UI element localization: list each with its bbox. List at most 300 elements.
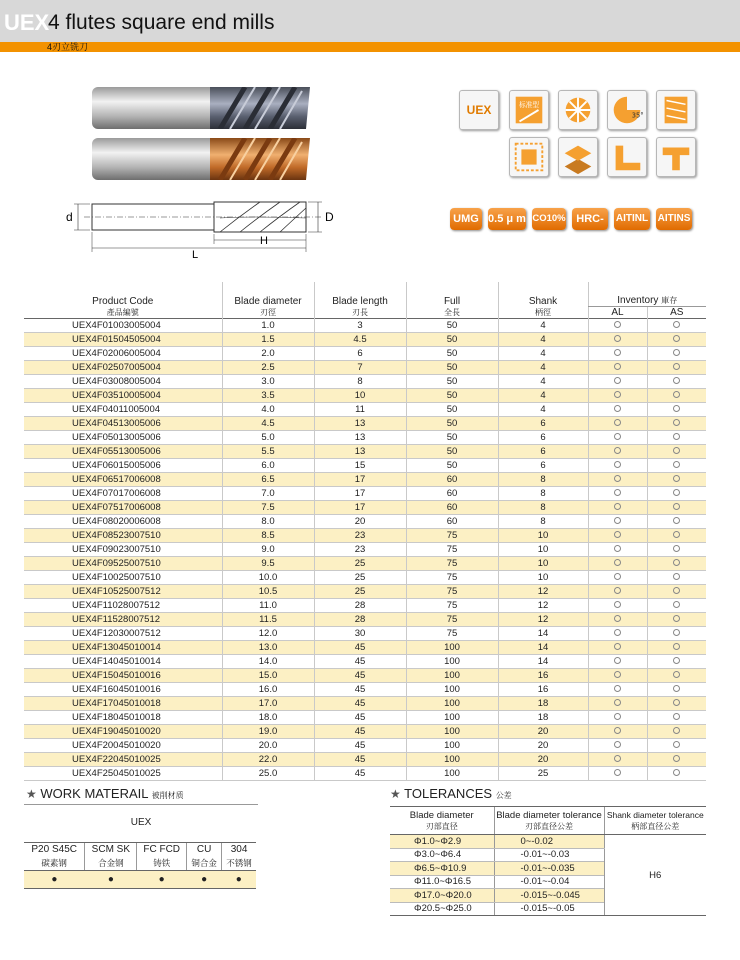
inventory-al-mark <box>588 360 647 374</box>
product-code: UEX4F07517006008 <box>72 501 161 513</box>
full-length: 50 <box>406 416 498 430</box>
tolerance-table <box>390 806 706 916</box>
shank-diameter: 12 <box>498 612 588 626</box>
full-length: 100 <box>406 766 498 780</box>
blade-length: 11 <box>314 402 406 416</box>
blade-diameter: 16.0 <box>222 682 314 696</box>
table-row <box>24 472 706 486</box>
stock-circle-icon <box>614 769 621 776</box>
blade-length: 25 <box>314 556 406 570</box>
stock-circle-icon <box>614 685 621 692</box>
product-code: UEX4F01003005004 <box>72 319 161 331</box>
inventory-as-mark <box>647 654 706 668</box>
stock-circle-icon <box>673 643 680 650</box>
shank-diameter: 18 <box>498 696 588 710</box>
col-shank: Shank 柄徑 <box>498 282 588 318</box>
slotting-icon <box>558 137 598 177</box>
product-code: UEX4F06015005006 <box>72 459 161 471</box>
full-length: 50 <box>406 402 498 416</box>
blade-diameter: 3.0 <box>222 374 314 388</box>
square-end-icon <box>656 90 696 130</box>
tolerance-value: -0.01~-0.03 <box>494 848 604 862</box>
table-row <box>24 402 706 416</box>
inventory-al-mark <box>588 374 647 388</box>
full-length: 75 <box>406 570 498 584</box>
inventory-al-mark <box>588 556 647 570</box>
blade-length: 13 <box>314 416 406 430</box>
product-code: UEX4F05513005006 <box>72 445 161 457</box>
product-code: UEX4F16045010016 <box>72 683 161 695</box>
table-row <box>24 542 706 556</box>
suitability-mark: ● <box>187 871 222 889</box>
blade-diameter: 12.0 <box>222 626 314 640</box>
stock-circle-icon <box>614 531 621 538</box>
blade-length: 20 <box>314 514 406 528</box>
tol-col-blade-diameter: Blade diameter 刃部直径 <box>390 807 494 835</box>
full-length: 50 <box>406 360 498 374</box>
stock-circle-icon <box>614 713 621 720</box>
stock-circle-icon <box>614 671 621 678</box>
inventory-as-mark <box>647 584 706 598</box>
table-row <box>24 332 706 346</box>
stock-circle-icon <box>614 475 621 482</box>
table-row <box>24 752 706 766</box>
blade-length: 15 <box>314 458 406 472</box>
stock-circle-icon <box>614 727 621 734</box>
inventory-al-mark <box>588 514 647 528</box>
blade-diameter: 4.0 <box>222 402 314 416</box>
inventory-as-mark <box>647 318 706 332</box>
shank-diameter: 10 <box>498 556 588 570</box>
full-length: 75 <box>406 556 498 570</box>
blade-diameter: 17.0 <box>222 696 314 710</box>
shank-diameter: 4 <box>498 346 588 360</box>
inventory-as-mark <box>647 360 706 374</box>
shank-diameter: 16 <box>498 682 588 696</box>
stock-circle-icon <box>673 685 680 692</box>
badge-grain: 0.5 μ m <box>488 208 526 230</box>
blade-length: 45 <box>314 752 406 766</box>
inventory-as-mark <box>647 514 706 528</box>
t-slot-icon <box>656 137 696 177</box>
four-flute-icon <box>558 90 598 130</box>
blade-diameter: 1.0 <box>222 318 314 332</box>
full-length: 50 <box>406 388 498 402</box>
blade-diameter: 8.0 <box>222 514 314 528</box>
suitability-mark: ● <box>85 871 137 889</box>
full-length: 100 <box>406 710 498 724</box>
product-code: UEX4F14045010014 <box>72 655 161 667</box>
inventory-as-mark <box>647 528 706 542</box>
blade-diameter: 7.5 <box>222 500 314 514</box>
shank-diameter: 18 <box>498 710 588 724</box>
full-length: 75 <box>406 598 498 612</box>
blade-length: 23 <box>314 542 406 556</box>
shank-diameter: 10 <box>498 542 588 556</box>
inventory-al-mark <box>588 766 647 780</box>
stock-circle-icon <box>614 349 621 356</box>
stock-circle-icon <box>673 461 680 468</box>
product-code: UEX4F10025007510 <box>72 571 161 583</box>
full-length: 100 <box>406 752 498 766</box>
blade-length: 17 <box>314 486 406 500</box>
inventory-al-mark <box>588 598 647 612</box>
product-code: UEX4F06517006008 <box>72 473 161 485</box>
full-length: 50 <box>406 458 498 472</box>
tolerance-diameter-range: Φ6.5~Φ10.9 <box>390 862 494 876</box>
standard-type-icon <box>509 90 549 130</box>
inventory-as-mark <box>647 458 706 472</box>
blade-length: 7 <box>314 360 406 374</box>
table-row <box>24 556 706 570</box>
stock-circle-icon <box>673 601 680 608</box>
inventory-as-mark <box>647 486 706 500</box>
inventory-al-mark <box>588 332 647 346</box>
full-length: 50 <box>406 374 498 388</box>
blade-diameter: 5.0 <box>222 430 314 444</box>
blade-diameter: 15.0 <box>222 668 314 682</box>
table-row <box>24 458 706 472</box>
product-code: UEX4F09023007510 <box>72 543 161 555</box>
full-length: 50 <box>406 346 498 360</box>
inventory-al-mark <box>588 626 647 640</box>
full-length: 60 <box>406 514 498 528</box>
inventory-as-mark <box>647 598 706 612</box>
blade-length: 45 <box>314 710 406 724</box>
tolerance-diameter-range: Φ17.0~Φ20.0 <box>390 889 494 903</box>
table-row <box>24 360 706 374</box>
inventory-al-mark <box>588 472 647 486</box>
inventory-as-mark <box>647 430 706 444</box>
inventory-al-mark <box>588 346 647 360</box>
accent-bar <box>0 42 740 52</box>
badge-aitins: AITINS <box>656 208 692 230</box>
work-material-group: UEX <box>130 817 152 828</box>
table-row <box>24 430 706 444</box>
work-material-table <box>24 842 256 889</box>
full-length: 100 <box>406 668 498 682</box>
full-length: 100 <box>406 654 498 668</box>
stock-circle-icon <box>673 587 680 594</box>
full-length: 60 <box>406 486 498 500</box>
dimension-drawing <box>60 198 350 260</box>
tolerance-row <box>390 835 706 849</box>
full-length: 100 <box>406 738 498 752</box>
blade-length: 45 <box>314 682 406 696</box>
product-code: UEX4F15045010016 <box>72 669 161 681</box>
blade-length: 45 <box>314 738 406 752</box>
dim-L-label: L <box>192 249 199 260</box>
inventory-as-mark <box>647 500 706 514</box>
material-scm: SCM SK <box>85 843 137 857</box>
table-row <box>24 570 706 584</box>
product-code: UEX4F04513005006 <box>72 417 161 429</box>
inventory-as-mark <box>647 374 706 388</box>
full-length: 75 <box>406 528 498 542</box>
svg-text:标准型: 标准型 <box>519 101 539 110</box>
stock-circle-icon <box>673 531 680 538</box>
material-304: 304 <box>222 843 256 857</box>
full-length: 75 <box>406 584 498 598</box>
shank-diameter: 4 <box>498 332 588 346</box>
table-row <box>24 710 706 724</box>
stock-circle-icon <box>614 363 621 370</box>
inventory-as-mark <box>647 738 706 752</box>
table-row <box>24 626 706 640</box>
shank-diameter: 4 <box>498 388 588 402</box>
inventory-al-mark <box>588 388 647 402</box>
inventory-as-mark <box>647 640 706 654</box>
table-row <box>24 598 706 612</box>
product-code: UEX4F02507005004 <box>72 361 161 373</box>
blade-diameter: 8.5 <box>222 528 314 542</box>
inventory-as-mark <box>647 472 706 486</box>
inventory-al-mark <box>588 458 647 472</box>
shank-diameter: 6 <box>498 444 588 458</box>
full-length: 50 <box>406 430 498 444</box>
divider <box>24 804 258 805</box>
table-row <box>24 416 706 430</box>
inventory-as-mark <box>647 346 706 360</box>
stock-circle-icon <box>673 335 680 342</box>
product-table <box>24 282 706 781</box>
full-length: 75 <box>406 612 498 626</box>
inventory-as-mark <box>647 682 706 696</box>
inventory-al-mark <box>588 444 647 458</box>
tolerance-value: 0~-0.02 <box>494 835 604 849</box>
inventory-as-mark <box>647 416 706 430</box>
dim-H-label: H <box>260 235 268 247</box>
stock-circle-icon <box>614 559 621 566</box>
stock-circle-icon <box>673 755 680 762</box>
col-full-length: Full 全長 <box>406 282 498 318</box>
product-code: UEX4F03510005004 <box>72 389 161 401</box>
table-row <box>24 444 706 458</box>
inventory-as-mark <box>647 752 706 766</box>
inventory-al-mark <box>588 612 647 626</box>
table-row <box>24 640 706 654</box>
inventory-al-mark <box>588 710 647 724</box>
stock-circle-icon <box>673 727 680 734</box>
shank-diameter: 8 <box>498 472 588 486</box>
material-cn-label: 铜合金 <box>187 857 222 871</box>
series-code: UEX <box>4 10 50 35</box>
product-code: UEX4F07017006008 <box>72 487 161 499</box>
product-code: UEX4F08020006008 <box>72 515 161 527</box>
col-inventory-al: AL <box>588 306 647 318</box>
table-row <box>24 696 706 710</box>
stock-circle-icon <box>614 377 621 384</box>
material-cn-label: 不锈钢 <box>222 857 256 871</box>
shank-diameter: 20 <box>498 738 588 752</box>
full-length: 100 <box>406 682 498 696</box>
helix-35-icon <box>607 90 647 130</box>
inventory-al-mark <box>588 738 647 752</box>
page-header <box>0 0 740 42</box>
stock-circle-icon <box>673 629 680 636</box>
inventory-as-mark <box>647 556 706 570</box>
stock-circle-icon <box>673 419 680 426</box>
shank-diameter: 6 <box>498 458 588 472</box>
inventory-as-mark <box>647 766 706 780</box>
tolerance-value: -0.015~-0.045 <box>494 889 604 903</box>
stock-circle-icon <box>614 419 621 426</box>
dim-d-label: d <box>66 210 73 224</box>
inventory-al-mark <box>588 584 647 598</box>
tolerances-title: ★ TOLERANCES 公差 <box>390 786 512 801</box>
table-row <box>24 654 706 668</box>
blade-length: 30 <box>314 626 406 640</box>
inventory-as-mark <box>647 696 706 710</box>
table-row <box>24 486 706 500</box>
blade-length: 6 <box>314 346 406 360</box>
shank-diameter: 8 <box>498 486 588 500</box>
shoulder-milling-icon <box>607 137 647 177</box>
full-length: 60 <box>406 472 498 486</box>
table-row <box>24 724 706 738</box>
table-row <box>24 346 706 360</box>
table-row <box>24 528 706 542</box>
stock-circle-icon <box>673 433 680 440</box>
product-code: UEX4F11528007512 <box>72 613 161 625</box>
inventory-as-mark <box>647 570 706 584</box>
badge-hrc: HRC-60 <box>572 208 608 230</box>
blade-diameter: 11.5 <box>222 612 314 626</box>
shank-diameter: 12 <box>498 584 588 598</box>
stock-circle-icon <box>673 489 680 496</box>
blade-length: 13 <box>314 444 406 458</box>
blade-length: 17 <box>314 472 406 486</box>
inventory-al-mark <box>588 654 647 668</box>
inventory-al-mark <box>588 752 647 766</box>
shank-diameter: 20 <box>498 724 588 738</box>
table-row <box>24 500 706 514</box>
tool-photo-coated <box>92 87 312 129</box>
inventory-al-mark <box>588 402 647 416</box>
col-inventory-as: AS <box>647 306 706 318</box>
badge-umg: UMG <box>450 208 482 230</box>
inventory-as-mark <box>647 542 706 556</box>
stock-circle-icon <box>673 573 680 580</box>
table-row <box>24 766 706 780</box>
inventory-al-mark <box>588 416 647 430</box>
stock-circle-icon <box>614 461 621 468</box>
tolerance-value: -0.01~-0.035 <box>494 862 604 876</box>
blade-length: 23 <box>314 528 406 542</box>
blade-length: 45 <box>314 654 406 668</box>
stock-circle-icon <box>614 517 621 524</box>
stock-circle-icon <box>614 587 621 594</box>
stock-circle-icon <box>614 503 621 510</box>
shank-diameter: 4 <box>498 402 588 416</box>
material-cn-label: 碳素钢 <box>24 857 85 871</box>
product-code: UEX4F10525007512 <box>72 585 161 597</box>
product-code: UEX4F18045010018 <box>72 711 161 723</box>
stock-circle-icon <box>673 405 680 412</box>
shank-diameter: 6 <box>498 430 588 444</box>
inventory-al-mark <box>588 500 647 514</box>
inventory-as-mark <box>647 668 706 682</box>
blade-diameter: 5.5 <box>222 444 314 458</box>
product-code: UEX4F04011005004 <box>72 403 161 415</box>
inventory-al-mark <box>588 528 647 542</box>
stock-circle-icon <box>673 391 680 398</box>
tolerance-diameter-range: Φ11.0~Φ16.5 <box>390 875 494 889</box>
tol-col-blade-tolerance: Blade diameter tolerance 刃部直径公差 <box>494 807 604 835</box>
blade-diameter: 2.0 <box>222 346 314 360</box>
inventory-al-mark <box>588 570 647 584</box>
blade-length: 10 <box>314 388 406 402</box>
full-length: 50 <box>406 332 498 346</box>
stock-circle-icon <box>614 643 621 650</box>
inventory-al-mark <box>588 542 647 556</box>
stock-circle-icon <box>673 699 680 706</box>
product-code: UEX4F22045010025 <box>72 753 161 765</box>
tol-col-shank-tolerance: Shank diameter tolerance 柄部直径公差 <box>604 807 706 835</box>
inventory-as-mark <box>647 444 706 458</box>
inventory-as-mark <box>647 388 706 402</box>
product-code: UEX4F20045010020 <box>72 739 161 751</box>
shank-tolerance-value: H6 <box>604 835 706 916</box>
dim-D-label: D <box>325 210 334 224</box>
shank-diameter: 12 <box>498 598 588 612</box>
material-cn-label: 合金钢 <box>85 857 137 871</box>
tolerance-value: -0.015~-0.05 <box>494 902 604 916</box>
svg-text:35°: 35° <box>631 111 644 120</box>
stock-circle-icon <box>673 741 680 748</box>
suitability-mark: ● <box>222 871 256 889</box>
inventory-al-mark <box>588 318 647 332</box>
stock-circle-icon <box>673 503 680 510</box>
badge-aitinl: AITINL <box>614 208 650 230</box>
blade-diameter: 10.0 <box>222 570 314 584</box>
table-row <box>24 514 706 528</box>
blade-diameter: 11.0 <box>222 598 314 612</box>
stock-circle-icon <box>614 447 621 454</box>
inventory-al-mark <box>588 430 647 444</box>
tolerance-value: -0.01~-0.04 <box>494 875 604 889</box>
blade-length: 25 <box>314 584 406 598</box>
stock-circle-icon <box>673 657 680 664</box>
stock-circle-icon <box>673 321 680 328</box>
product-code: UEX4F13045010014 <box>72 641 161 653</box>
blade-diameter: 10.5 <box>222 584 314 598</box>
table-row <box>24 738 706 752</box>
inventory-as-mark <box>647 724 706 738</box>
product-code: UEX4F02006005004 <box>72 347 161 359</box>
blade-length: 3 <box>314 318 406 332</box>
stock-circle-icon <box>614 321 621 328</box>
stock-circle-icon <box>614 391 621 398</box>
full-length: 50 <box>406 318 498 332</box>
stock-circle-icon <box>673 475 680 482</box>
stock-circle-icon <box>673 517 680 524</box>
product-code: UEX4F05013005006 <box>72 431 161 443</box>
blade-diameter: 4.5 <box>222 416 314 430</box>
product-code: UEX4F19045010020 <box>72 725 161 737</box>
inventory-al-mark <box>588 724 647 738</box>
blade-diameter: 18.0 <box>222 710 314 724</box>
blade-length: 28 <box>314 612 406 626</box>
shank-diameter: 14 <box>498 654 588 668</box>
stock-circle-icon <box>614 615 621 622</box>
blade-length: 45 <box>314 668 406 682</box>
stock-circle-icon <box>673 713 680 720</box>
stock-circle-icon <box>673 377 680 384</box>
col-inventory: Inventory 庫存 <box>588 282 706 306</box>
stock-circle-icon <box>673 671 680 678</box>
stock-circle-icon <box>614 629 621 636</box>
